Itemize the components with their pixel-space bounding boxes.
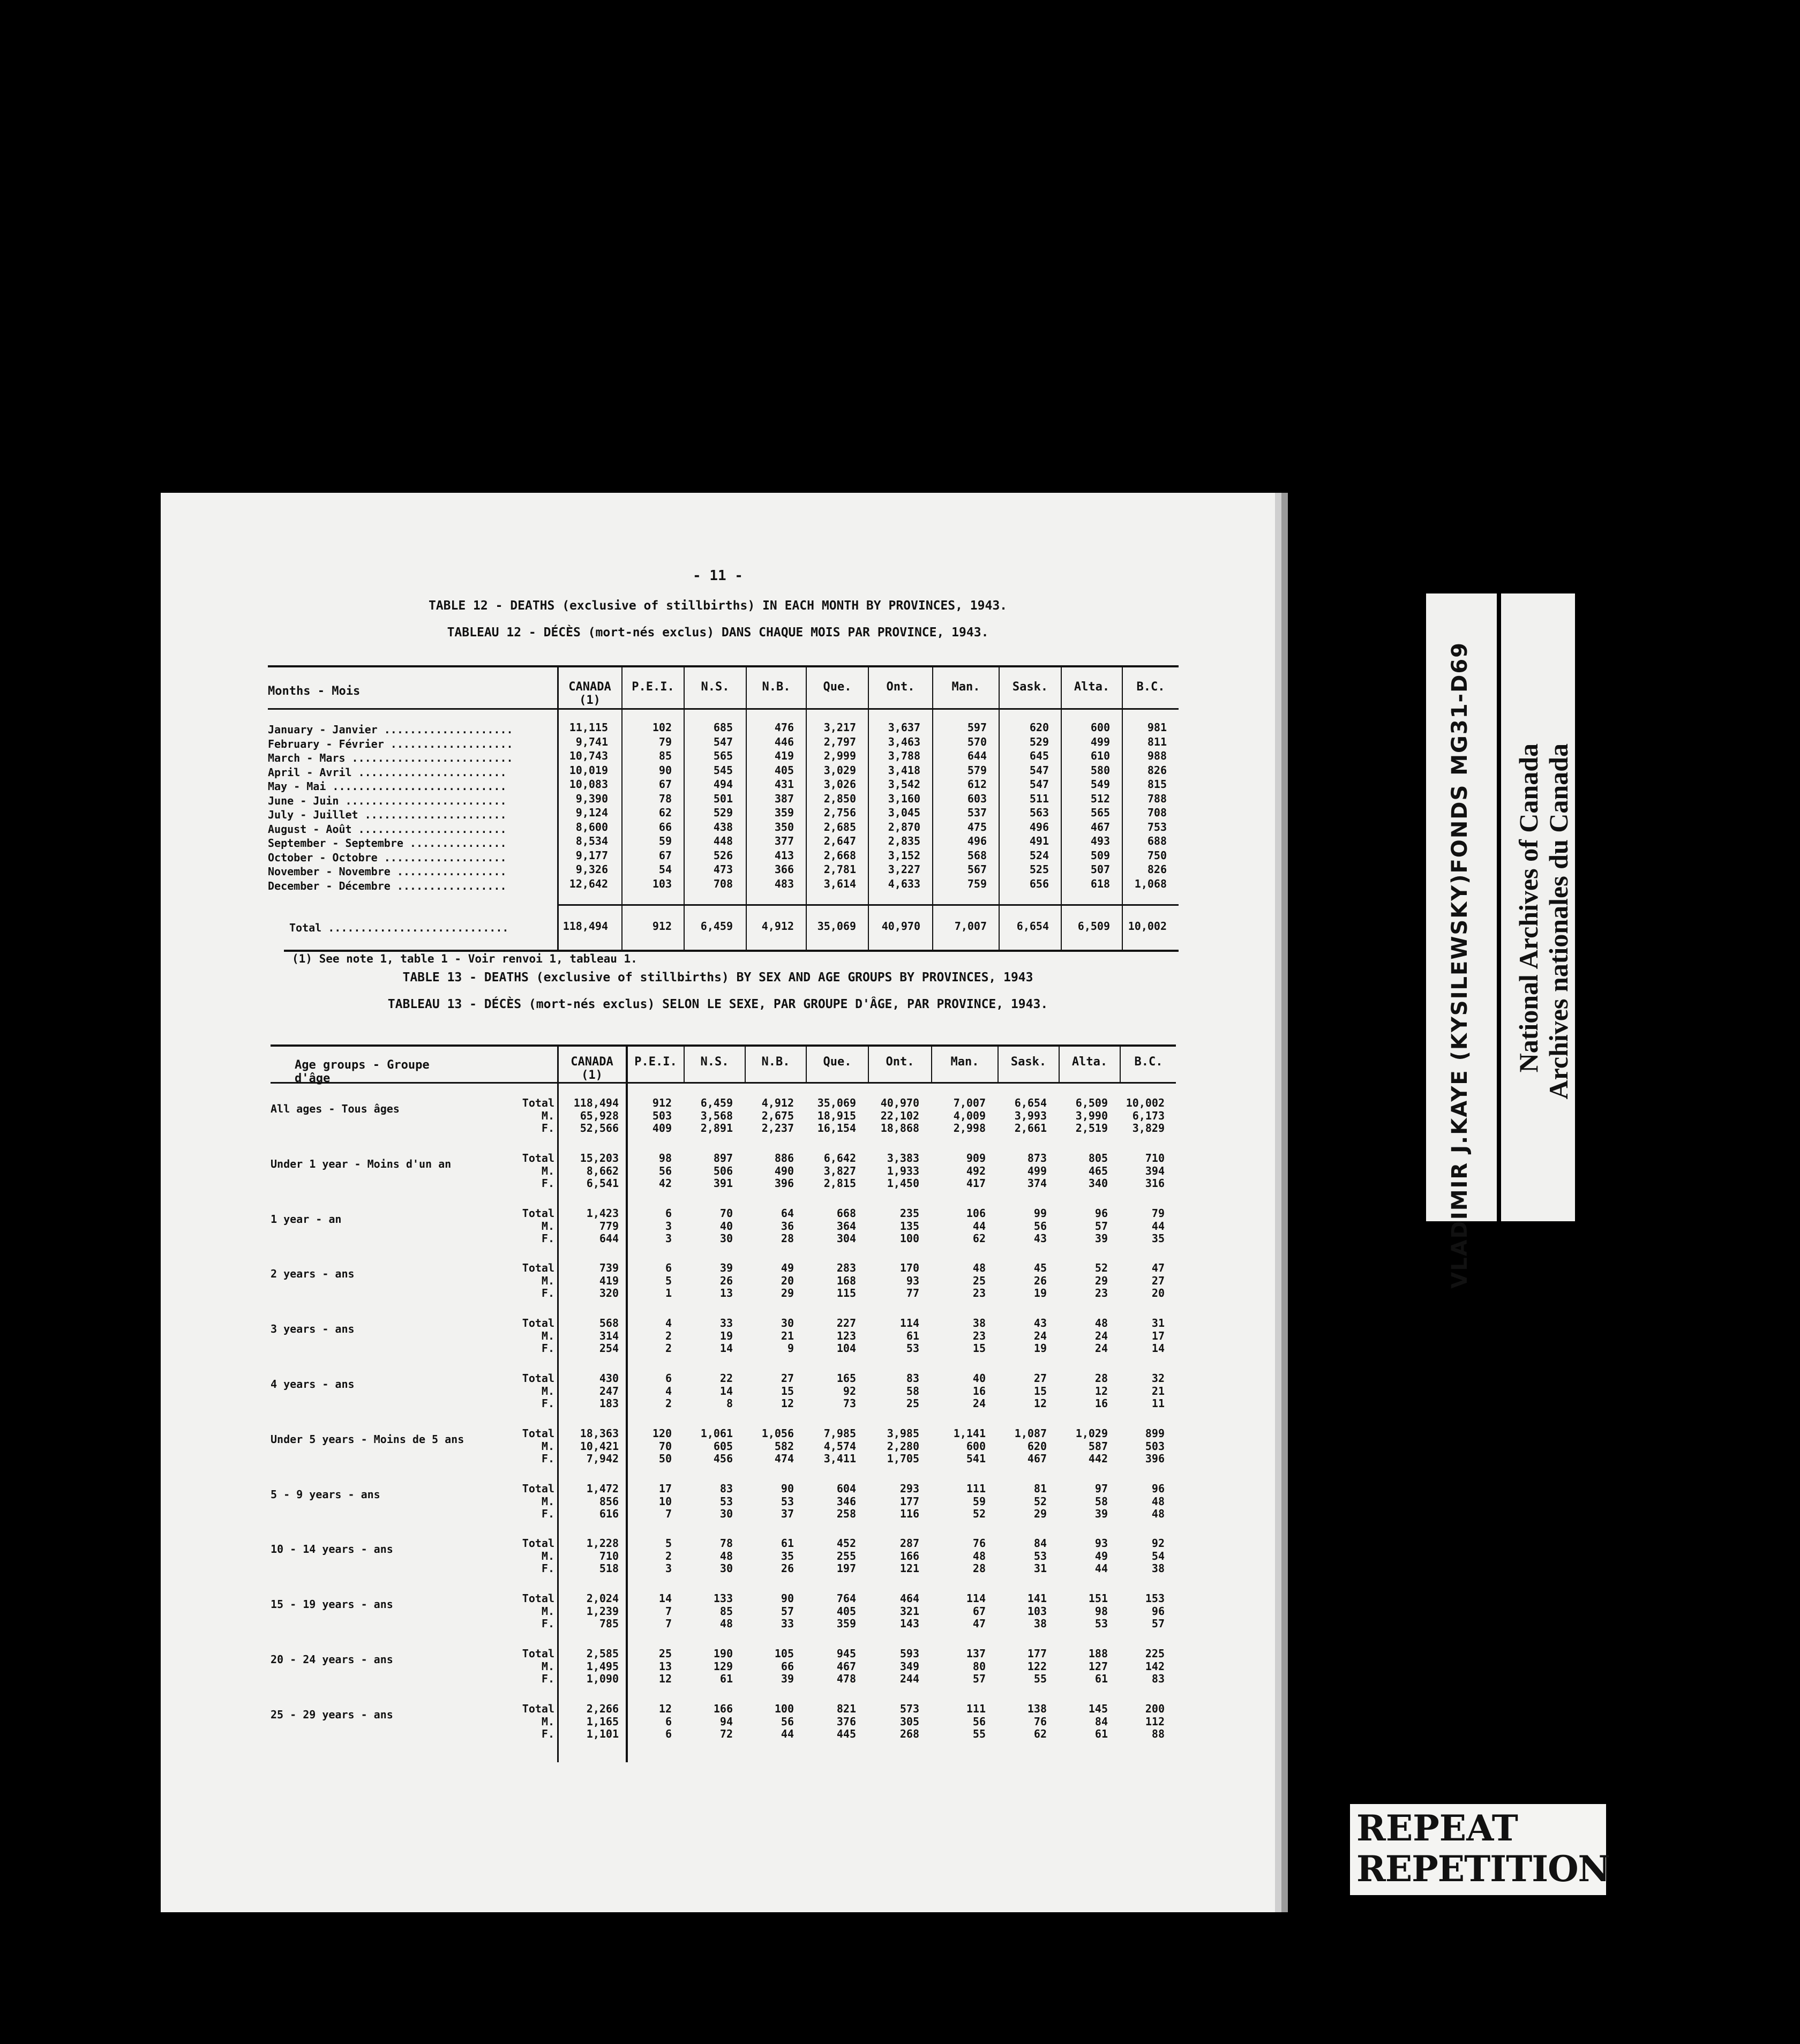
- age-group-values-col6: 111 59 52: [966, 1482, 986, 1520]
- col-header-sask: Sask.: [1010, 1055, 1047, 1069]
- age-group-values-col0: 739 419 320: [599, 1261, 619, 1299]
- age-group-values-col4: 945 467 478: [836, 1647, 856, 1685]
- age-group-values-col9: 31 17 14: [1151, 1317, 1165, 1355]
- total-man: 7,007: [954, 920, 987, 933]
- age-group-values-col8: 145 84 61: [1088, 1702, 1108, 1740]
- age-group-values-col9: 92 54 38: [1151, 1537, 1165, 1575]
- month-label: May - Mai ...........................: [268, 780, 507, 793]
- age-group-values-col1: 6 5 1: [665, 1261, 672, 1299]
- age-group-values-col1: 120 70 50: [652, 1427, 672, 1465]
- month-label: July - Juillet ......................: [268, 808, 507, 821]
- page-number: - 11 -: [693, 568, 743, 584]
- age-group-values-col2: 6,459 3,568 2,891: [700, 1096, 733, 1134]
- age-group-values-col5: 170 93 77: [899, 1261, 919, 1299]
- col-header-nb: N.B.: [761, 1055, 790, 1069]
- col-header-man: Man.: [950, 1055, 979, 1069]
- col-header-sask: Sask.: [1012, 680, 1048, 694]
- document-page: [161, 493, 1275, 1912]
- age-group-values-col9: 96 48 48: [1151, 1482, 1165, 1520]
- sex-labels: Total M. F.: [522, 1482, 554, 1520]
- age-group-values-col6: 76 48 28: [972, 1537, 986, 1575]
- age-group-values-col6: 7,007 4,009 2,998: [953, 1096, 986, 1134]
- age-group-values-col6: 1,141 600 541: [953, 1427, 986, 1465]
- age-group-values-col9: 710 394 316: [1145, 1152, 1165, 1190]
- month-label: October - Octobre ...................: [268, 851, 507, 864]
- col-header-man: Man.: [951, 680, 980, 694]
- age-group-values-col7: 1,087 620 467: [1014, 1427, 1047, 1465]
- age-group-values-col1: 5 2 3: [665, 1537, 672, 1575]
- ont-month-values: 3,637 3,463 3,788 3,418 3,542 3,160 3,045 2,870 2,835 3,152 3,227 4,633: [888, 721, 920, 890]
- age-group-values-col8: 1,029 587 442: [1075, 1427, 1108, 1465]
- age-group-values-col2: 1,061 605 456: [700, 1427, 733, 1465]
- sask-month-values: 620 529 645 547 547 511 563 496 491 524 525 656: [1029, 721, 1049, 890]
- age-group-label: 4 years - ans: [271, 1378, 355, 1391]
- age-group-values-col4: 7,985 4,574 3,411: [823, 1427, 856, 1465]
- age-group-label: All ages - Tous âges: [271, 1102, 400, 1115]
- age-group-values-col4: 764 405 359: [836, 1592, 856, 1630]
- age-group-values-col7: 81 52 29: [1033, 1482, 1047, 1520]
- age-group-values-col9: 32 21 11: [1151, 1372, 1165, 1410]
- age-group-values-col3: 4,912 2,675 2,237: [761, 1096, 794, 1134]
- stamp-line1: REPEAT: [1356, 1807, 1518, 1849]
- age-group-values-col7: 873 499 374: [1027, 1152, 1047, 1190]
- age-group-label: Under 1 year - Moins d'un an: [271, 1158, 452, 1170]
- col-header-ns: N.S.: [701, 680, 730, 694]
- age-group-values-col3: 64 36 28: [781, 1207, 794, 1245]
- table12-row-header: Months - Mois: [268, 685, 361, 698]
- age-group-values-col5: 3,985 2,280 1,705: [887, 1427, 919, 1465]
- age-group-values-col3: 100 56 44: [774, 1702, 794, 1740]
- age-group-values-col8: 48 24 24: [1094, 1317, 1108, 1355]
- nb-month-values: 476 446 419 405 431 387 359 350 377 413 366 483: [774, 721, 794, 890]
- age-group-values-col2: 39 26 13: [719, 1261, 733, 1299]
- age-group-values-col8: 93 49 44: [1094, 1537, 1108, 1575]
- age-group-values-col0: 568 314 254: [599, 1317, 619, 1355]
- age-group-values-col3: 30 21 9: [781, 1317, 794, 1355]
- age-group-values-col0: 2,585 1,495 1,090: [586, 1647, 619, 1685]
- table13-title-en: TABLE 13 - DEATHS (exclusive of stillbirths) BY SEX AND AGE GROUPS BY PROVINCES, 1943: [402, 971, 1033, 985]
- alta-month-values: 600 499 610 580 549 512 565 467 493 509 507 618: [1090, 721, 1110, 890]
- age-group-values-col0: 15,203 8,662 6,541: [580, 1152, 619, 1190]
- age-group-values-col5: 40,970 22,102 18,868: [880, 1096, 919, 1134]
- age-group-values-col9: 899 503 396: [1145, 1427, 1165, 1465]
- age-group-values-col7: 45 26 19: [1033, 1261, 1047, 1299]
- age-group-values-col6: 909 492 417: [966, 1152, 986, 1190]
- age-group-label: 3 years - ans: [271, 1322, 355, 1335]
- age-group-label: 5 - 9 years - ans: [271, 1488, 380, 1501]
- age-group-values-col3: 90 53 37: [781, 1482, 794, 1520]
- age-group-values-col2: 166 94 72: [713, 1702, 733, 1740]
- age-group-values-col4: 165 92 73: [836, 1372, 856, 1410]
- age-group-values-col1: 6 4 2: [665, 1372, 672, 1410]
- age-group-values-col9: 47 27 20: [1151, 1261, 1165, 1299]
- table12-footnote: (1) See note 1, table 1 - Voir renvoi 1, tableau 1.: [292, 952, 638, 965]
- age-group-values-col4: 452 255 197: [836, 1537, 856, 1575]
- age-group-values-col0: 2,024 1,239 785: [586, 1592, 619, 1630]
- month-label: December - Décembre .................: [268, 879, 507, 892]
- age-group-values-col5: 464 321 143: [899, 1592, 919, 1630]
- table12-title-en: TABLE 12 - DEATHS (exclusive of stillbirths) IN EACH MONTH BY PROVINCES, 1943.: [428, 599, 1008, 613]
- age-group-values-col4: 668 364 304: [836, 1207, 856, 1245]
- age-group-values-col6: 106 44 62: [966, 1207, 986, 1245]
- col-header-ont: Ont.: [886, 1055, 914, 1069]
- age-group-values-col7: 138 76 62: [1027, 1702, 1047, 1740]
- age-group-values-col9: 79 44 35: [1151, 1207, 1165, 1245]
- age-group-values-col5: 573 305 268: [899, 1702, 919, 1740]
- bc-month-values: 981 811 988 826 815 788 708 753 688 750 826 1,068: [1134, 721, 1167, 890]
- sex-labels: Total M. F.: [522, 1702, 554, 1740]
- age-group-values-col5: 235 135 100: [899, 1207, 919, 1245]
- month-label: April - Avril .......................: [268, 765, 507, 779]
- total-bc: 10,002: [1128, 920, 1167, 933]
- total-ont: 40,970: [881, 920, 920, 933]
- archives-label: [1501, 593, 1575, 1221]
- month-label: August - Août .......................: [268, 822, 507, 836]
- man-month-values: 597 570 644 579 612 603 537 475 496 568 567 759: [967, 721, 987, 890]
- age-group-values-col0: 430 247 183: [599, 1372, 619, 1410]
- month-label: February - Février ...................: [268, 737, 513, 750]
- age-group-values-col7: 99 56 43: [1033, 1207, 1047, 1245]
- total-ns: 6,459: [700, 920, 733, 933]
- col-header-pei: P.E.I.: [634, 1055, 677, 1069]
- col-header-bc: B.C.: [1136, 680, 1165, 694]
- age-group-values-col9: 225 142 83: [1145, 1647, 1165, 1685]
- col-header-ont: Ont.: [886, 680, 915, 694]
- age-group-label: 20 - 24 years - ans: [271, 1653, 393, 1666]
- col-header-alta: Alta.: [1074, 680, 1110, 694]
- age-group-values-col7: 177 122 55: [1027, 1647, 1047, 1685]
- age-group-values-col9: 10,002 6,173 3,829: [1126, 1096, 1165, 1134]
- age-group-values-col5: 287 166 121: [899, 1537, 919, 1575]
- age-group-values-col5: 83 58 25: [906, 1372, 919, 1410]
- age-group-values-col4: 604 346 258: [836, 1482, 856, 1520]
- col-header-pei: P.E.I.: [632, 680, 674, 694]
- age-group-values-col3: 90 57 33: [781, 1592, 794, 1630]
- age-group-label: 10 - 14 years - ans: [271, 1543, 393, 1555]
- age-group-values-col8: 151 98 53: [1088, 1592, 1108, 1630]
- sex-labels: Total M. F.: [522, 1207, 554, 1245]
- total-label: Total ............................: [289, 921, 509, 934]
- sex-labels: Total M. F.: [522, 1647, 554, 1685]
- age-group-values-col2: 33 19 14: [719, 1317, 733, 1355]
- que-month-values: 3,217 2,797 2,999 3,029 3,026 2,850 2,756 2,685 2,647 2,668 2,781 3,614: [823, 721, 856, 890]
- stamp-line2: REPETITION: [1356, 1848, 1610, 1890]
- col-header-nb: N.B.: [762, 680, 791, 694]
- age-group-values-col8: 96 57 39: [1094, 1207, 1108, 1245]
- age-group-values-col4: 227 123 104: [836, 1317, 856, 1355]
- sex-labels: Total M. F.: [522, 1096, 554, 1134]
- ns-month-values: 685 547 565 545 494 501 529 438 448 526 473 708: [713, 721, 733, 890]
- month-label: March - Mars .........................: [268, 752, 513, 764]
- age-group-values-col2: 190 129 61: [713, 1647, 733, 1685]
- age-group-values-col1: 912 503 409: [652, 1096, 672, 1134]
- age-group-values-col1: 25 13 12: [658, 1647, 672, 1685]
- col-header-ns: N.S.: [700, 1055, 729, 1069]
- age-group-label: 15 - 19 years - ans: [271, 1598, 393, 1611]
- age-group-label: 1 year - an: [271, 1213, 342, 1226]
- age-group-values-col8: 97 58 39: [1094, 1482, 1108, 1520]
- col-header-canada: CANADA (1): [571, 1055, 613, 1082]
- age-group-values-col2: 83 53 30: [719, 1482, 733, 1520]
- age-group-values-col3: 105 66 39: [774, 1647, 794, 1685]
- repeat-stamp: [1350, 1804, 1610, 1895]
- month-label: June - Juin .........................: [268, 794, 507, 807]
- sex-labels: Total M. F.: [522, 1317, 554, 1355]
- age-group-values-col7: 84 53 31: [1033, 1537, 1047, 1575]
- age-group-values-col2: 78 48 30: [719, 1537, 733, 1575]
- age-group-values-col0: 18,363 10,421 7,942: [580, 1427, 619, 1465]
- collection-text: VLADIMIR J.KAYE (KYSILEWSKY)FONDS MG31-D69: [1448, 642, 1472, 1289]
- age-group-values-col0: 2,266 1,165 1,101: [586, 1702, 619, 1740]
- age-group-values-col2: 22 14 8: [719, 1372, 733, 1410]
- age-group-values-col3: 61 35 26: [781, 1537, 794, 1575]
- collection-label: [1426, 593, 1497, 1289]
- age-group-values-col3: 886 490 396: [774, 1152, 794, 1190]
- age-group-values-col2: 897 506 391: [713, 1152, 733, 1190]
- total-que: 35,069: [817, 920, 856, 933]
- age-group-values-col0: 1,228 710 518: [586, 1537, 619, 1575]
- age-group-values-col3: 27 15 12: [781, 1372, 794, 1410]
- age-group-values-col1: 17 10 7: [658, 1482, 672, 1520]
- age-group-values-col0: 118,494 65,928 52,566: [573, 1096, 619, 1134]
- age-group-values-col0: 1,472 856 616: [586, 1482, 619, 1520]
- sex-labels: Total M. F.: [522, 1427, 554, 1465]
- age-group-values-col5: 593 349 244: [899, 1647, 919, 1685]
- sex-labels: Total M. F.: [522, 1261, 554, 1299]
- col-header-que: Que.: [823, 1055, 852, 1069]
- age-group-values-col6: 40 16 24: [972, 1372, 986, 1410]
- col-header-bc: B.C.: [1134, 1055, 1163, 1069]
- age-group-values-col6: 137 80 57: [966, 1647, 986, 1685]
- age-group-values-col4: 35,069 18,915 16,154: [817, 1096, 856, 1134]
- archives-fr: Archives nationales du Canada: [1543, 743, 1573, 1100]
- canada-month-values: 11,115 9,741 10,743 10,019 10,083 9,390 9,124 8,600 8,534 9,177 9,326 12,642: [569, 721, 608, 890]
- age-group-values-col4: 821 376 445: [836, 1702, 856, 1740]
- age-group-values-col1: 98 56 42: [658, 1152, 672, 1190]
- month-label: January - Janvier ....................: [268, 723, 513, 736]
- table13: [161, 493, 1275, 1912]
- age-group-values-col1: 12 6 6: [658, 1702, 672, 1740]
- age-group-values-col7: 27 15 12: [1033, 1372, 1047, 1410]
- col-header-que: Que.: [823, 680, 852, 694]
- age-group-values-col6: 38 23 15: [972, 1317, 986, 1355]
- age-group-values-col8: 52 29 23: [1094, 1261, 1108, 1299]
- table13-title-fr: TABLEAU 13 - DÉCÈS (mort-nés exclus) SELON LE SEXE, PAR GROUPE D'ÂGE, PAR PROVINCE, 1943.: [387, 997, 1048, 1011]
- age-group-values-col8: 6,509 3,990 2,519: [1075, 1096, 1108, 1134]
- total-alta: 6,509: [1077, 920, 1110, 933]
- age-group-values-col3: 49 20 29: [781, 1261, 794, 1299]
- age-group-values-col5: 293 177 116: [899, 1482, 919, 1520]
- age-group-values-col9: 153 96 57: [1145, 1592, 1165, 1630]
- age-group-values-col7: 6,654 3,993 2,661: [1014, 1096, 1047, 1134]
- total-nb: 4,912: [761, 920, 794, 933]
- age-group-values-col1: 4 2 2: [665, 1317, 672, 1355]
- age-group-values-col1: 14 7 7: [658, 1592, 672, 1630]
- age-group-values-col6: 111 56 55: [966, 1702, 986, 1740]
- sex-labels: Total M. F.: [522, 1592, 554, 1630]
- age-group-values-col6: 48 25 23: [972, 1261, 986, 1299]
- col-header-alta: Alta.: [1071, 1055, 1108, 1069]
- col-header-canada: CANADA (1): [568, 680, 611, 707]
- age-group-values-col7: 141 103 38: [1027, 1592, 1047, 1630]
- sex-labels: Total M. F.: [522, 1372, 554, 1410]
- sex-labels: Total M. F.: [522, 1152, 554, 1190]
- pei-month-values: 102 79 85 90 67 78 62 66 59 67 54 103: [652, 721, 672, 890]
- age-group-values-col2: 133 85 48: [713, 1592, 733, 1630]
- month-label: September - Septembre ...............: [268, 837, 507, 850]
- archives-en: National Archives of Canada: [1513, 743, 1543, 1073]
- age-group-values-col8: 188 127 61: [1088, 1647, 1108, 1685]
- age-group-values-col4: 6,642 3,827 2,815: [823, 1152, 856, 1190]
- age-group-values-col5: 114 61 53: [899, 1317, 919, 1355]
- age-group-label: Under 5 years - Moins de 5 ans: [271, 1433, 464, 1446]
- age-group-values-col3: 1,056 582 474: [761, 1427, 794, 1465]
- sex-labels: Total M. F.: [522, 1537, 554, 1575]
- table13-row-header: Age groups - Groupe d'âge: [295, 1058, 430, 1085]
- age-group-values-col8: 805 465 340: [1088, 1152, 1108, 1190]
- age-group-label: 25 - 29 years - ans: [271, 1708, 393, 1721]
- total-canada: 118,494: [562, 920, 608, 933]
- age-group-values-col6: 114 67 47: [966, 1592, 986, 1630]
- age-group-values-col1: 6 3 3: [665, 1207, 672, 1245]
- age-group-values-col4: 283 168 115: [836, 1261, 856, 1299]
- age-group-values-col0: 1,423 779 644: [586, 1207, 619, 1245]
- table12-title-fr: TABLEAU 12 - DÉCÈS (mort-nés exclus) DANS CHAQUE MOIS PAR PROVINCE, 1943.: [447, 626, 989, 640]
- age-group-values-col2: 70 40 30: [719, 1207, 733, 1245]
- age-group-values-col5: 3,383 1,933 1,450: [887, 1152, 919, 1190]
- age-group-label: 2 years - ans: [271, 1267, 355, 1280]
- age-group-values-col9: 200 112 88: [1145, 1702, 1165, 1740]
- total-sask: 6,654: [1016, 920, 1049, 933]
- total-pei: 912: [652, 920, 672, 933]
- age-group-values-col8: 28 12 16: [1094, 1372, 1108, 1410]
- month-label: November - Novembre .................: [268, 865, 507, 878]
- age-group-values-col7: 43 24 19: [1033, 1317, 1047, 1355]
